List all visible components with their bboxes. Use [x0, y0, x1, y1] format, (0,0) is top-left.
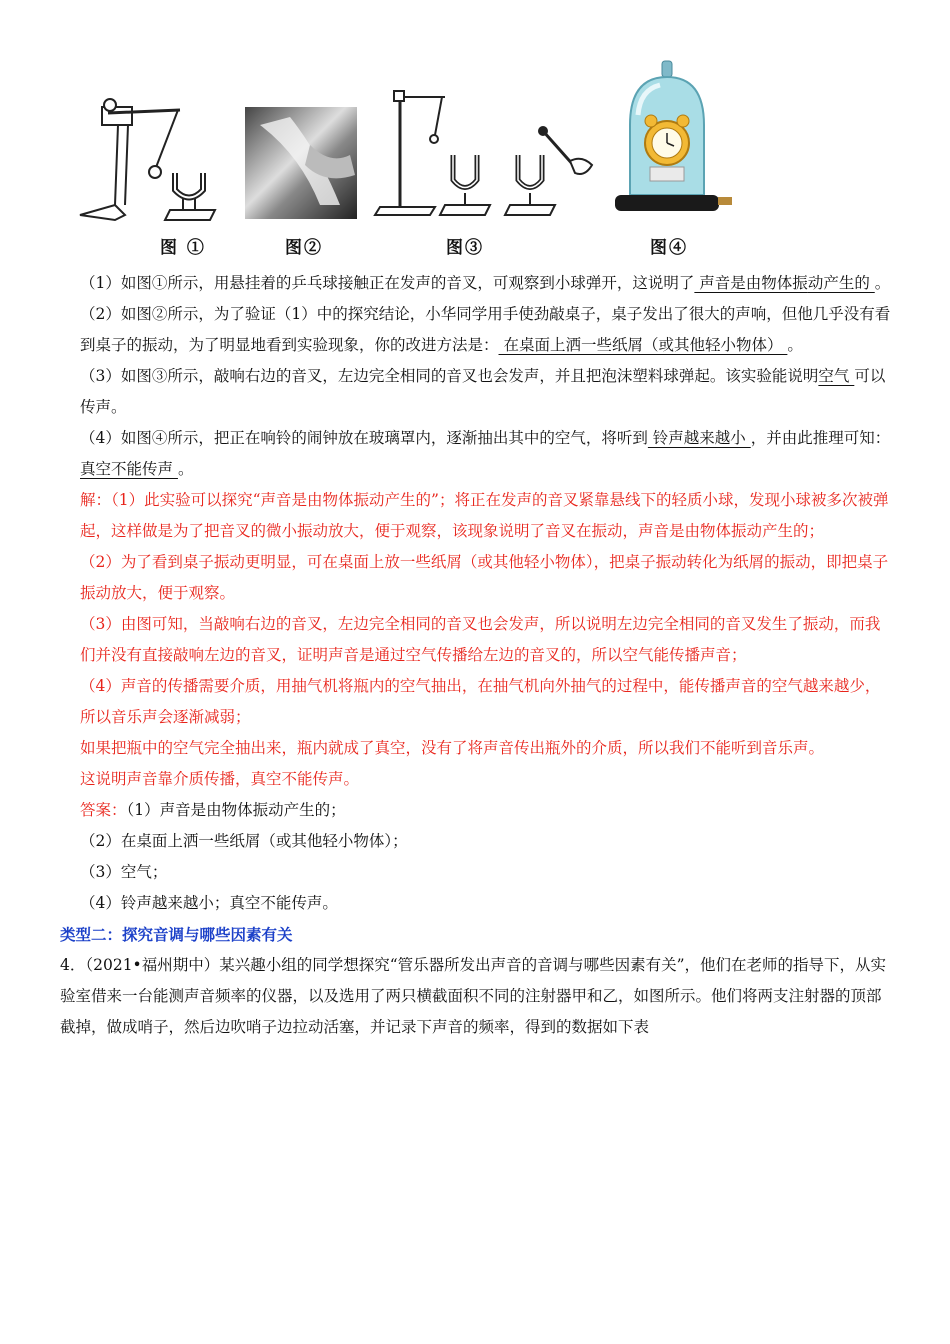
figure-3-drawing	[375, 91, 592, 215]
content	[60, 268, 895, 1043]
blank-4b: 真空不能传声	[80, 460, 178, 478]
question-part-2: （2）如图②所示，为了验证（1）中的探究结论，小华同学用手使劲敲桌子，桌子发出了很大的声响，但他几乎没有看到桌子的振动，为了明显地看到实验现象，你的改进方法是： 在桌面上洒一些纸屑（或其他轻小物体） 。	[80, 305, 891, 354]
blank-1-cont: 动产生的	[807, 274, 875, 292]
solution-4: （4）声音的传播需要介质，用抽气机将瓶内的空气抽出，在抽气机向外抽气的过程中，能传播声音的空气越来越少，所以音乐声会逐渐减弱；	[80, 677, 881, 726]
solution-label: 解：	[80, 491, 112, 509]
answer-3: （3）空气；	[80, 863, 168, 881]
figure-4-caption: 图④	[650, 238, 688, 258]
solution-2: （2）为了看到桌子振动更明显，可在桌面上放一些纸屑（或其他轻小物体），把桌子振动转化为纸屑的振动，即把桌子振动放大，便于观察。	[80, 553, 889, 602]
figure-2-photo	[245, 107, 357, 219]
blank-3: 空气	[818, 367, 855, 385]
figure-3-caption: 图③	[446, 238, 484, 258]
solution-5: 如果把瓶中的空气完全抽出来，瓶内就成了真空，没有了将声音传出瓶外的介质，所以我们不能听到音乐声。	[80, 739, 825, 757]
figure-1-caption: 图 ①	[160, 238, 206, 258]
solution-3: （3）由图可知，当敲响右边的音叉，左边完全相同的音叉也会发声，所以说明左边完全相同的音叉发生了振动，而我们并没有直接敲响左边的音叉，证明声音是通过空气传播给左边的音叉的，所以空气能传播声音；	[80, 615, 881, 664]
answer-label: 答案：	[80, 801, 127, 819]
blank-2: 在桌面上洒一些纸屑（或其他轻小物	[498, 336, 752, 354]
question-part-1: （1）如图①所示，用悬挂着的乒乓球接触正在发声的音叉，可观察到小球弹开，这说明了 声音是由物体振动产生的 。	[80, 274, 891, 292]
answer-2: （2）在桌面上洒一些纸屑（或其他轻小物体）；	[80, 832, 408, 850]
question-part-3: （3）如图③所示，敲响右边的音叉，左边完全相同的音叉也会发声，并且把泡沫塑料球弹起。该实验能说明空气 可以传声。	[80, 367, 886, 416]
solution-1: 解：（1）此实验可以探究“声音是由物体振动产生的”；将正在发声的音叉紧靠悬线下的轻质小球，发现小球被多次被弹起，这样做是为了把音叉的微小振动放大，便于观察，该现象说明了音叉在振动，声音是由物体振动产生的；	[80, 491, 889, 540]
blank-2-cont: 体）	[751, 336, 788, 354]
answer-4: （4）铃声越来越小；真空不能传声。	[80, 894, 338, 912]
figure-strip	[70, 55, 890, 265]
answer-1: 答案：（1）声音是由物体振动产生的；	[80, 801, 346, 819]
section-heading: 类型二：探究音调与哪些因素有关	[60, 925, 293, 944]
question-4: 4．（2021•福州期中）某兴趣小组的同学想探究“管乐器所发出声音的音调与哪些因素有关”，他们在老师的指导下，从实验室借来一台能测声音频率的仪器，以及选用了两只横截面积不同的注射器甲和乙，如图所示。他们将两支注射器的顶部截掉，做成哨子，然后边吹哨子边拉动活塞，并记录下声音的频率，得到的数据如下表	[60, 956, 887, 1036]
solution-6: 这说明声音靠介质传播，真空不能传声。	[80, 770, 360, 788]
blank-1: 声音是由物体振	[694, 274, 808, 292]
figure-drawings	[70, 55, 890, 230]
figure-1-drawing	[80, 99, 215, 220]
blank-4a: 铃声越来越小	[647, 429, 751, 447]
question-part-4: （4）如图④所示，把正在响铃的闹钟放在玻璃罩内，逐渐抽出其中的空气，将听到 铃声越来越小 ，并由此推理可知： 真空不能传声 。	[80, 429, 891, 478]
figure-4-drawing	[615, 61, 732, 211]
figure-2-caption: 图②	[285, 238, 323, 258]
